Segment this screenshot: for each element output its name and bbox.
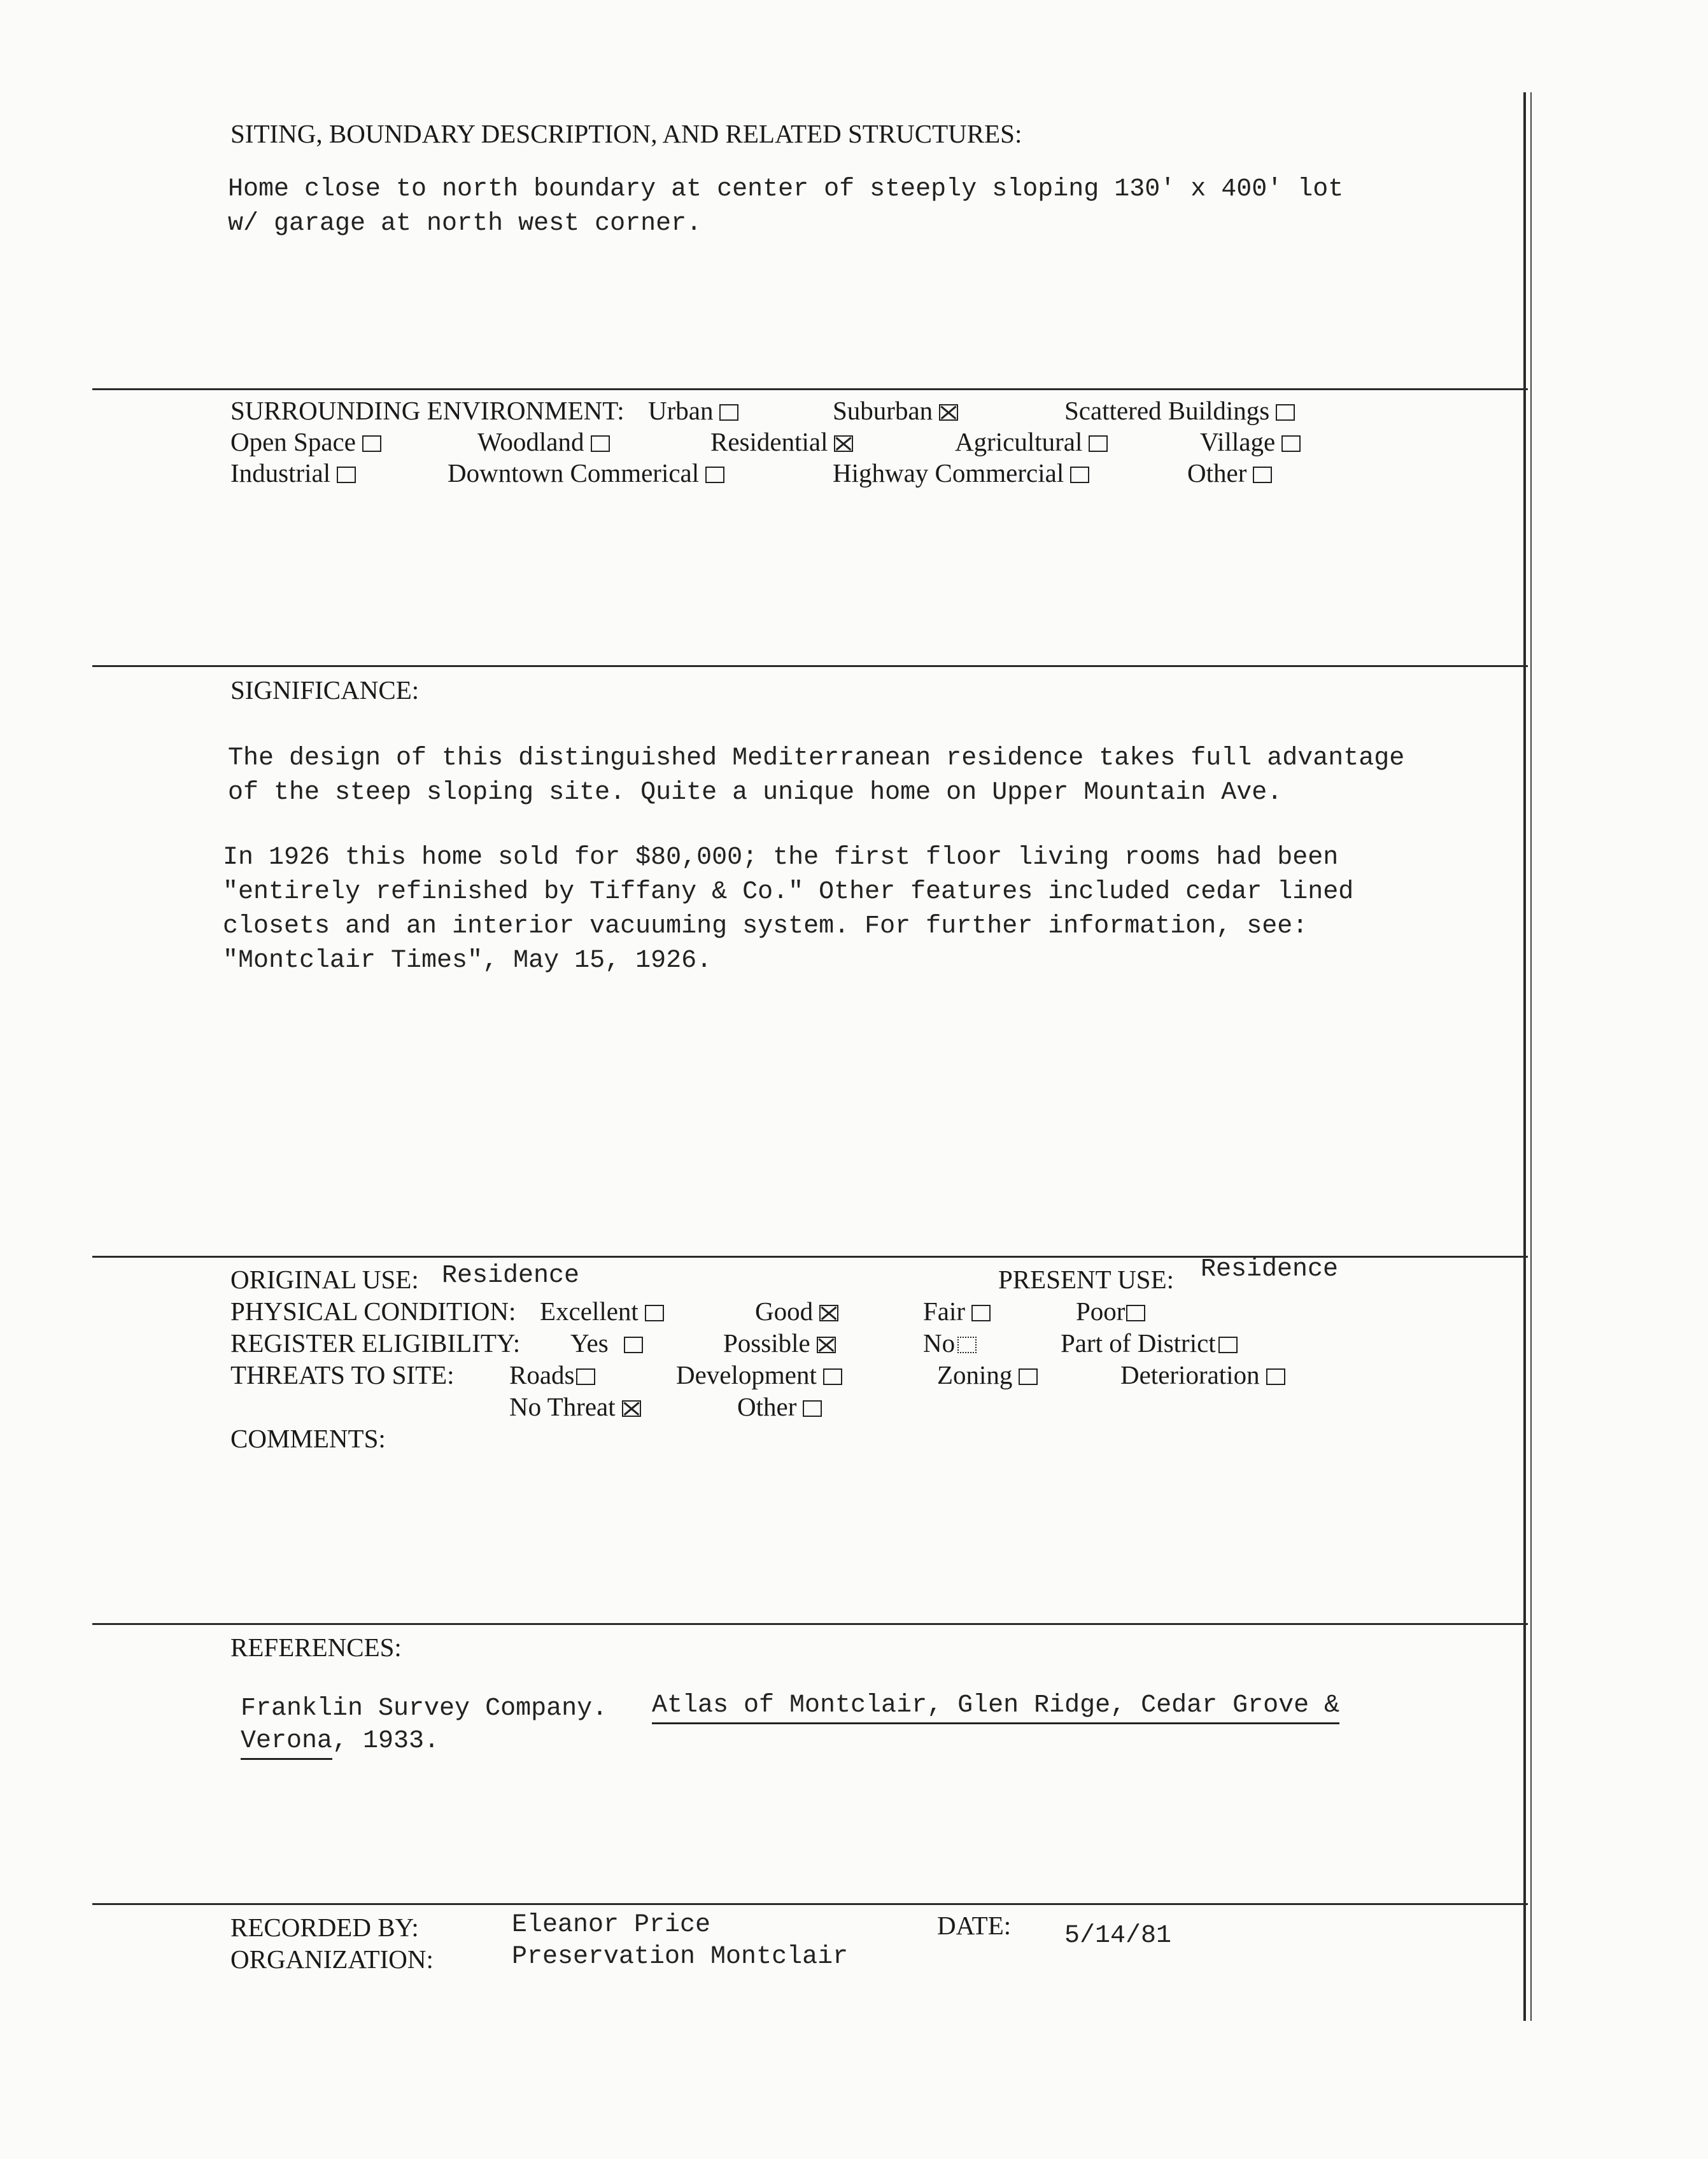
section-divider-5: [92, 1903, 1528, 1905]
env-option-label: Urban: [648, 396, 714, 425]
env-option-label: Other: [1187, 458, 1247, 488]
comments-label: COMMENTS:: [230, 1424, 386, 1453]
threat-option-no-threat[interactable]: [509, 1394, 641, 1420]
present-use-label: PRESENT USE:: [998, 1265, 1175, 1294]
env-option-suburban[interactable]: [833, 398, 958, 424]
checkbox-icon[interactable]: [362, 435, 381, 452]
checked-checkbox-icon[interactable]: [622, 1400, 641, 1417]
siting-text-line-2: w/ garage at north west corner.: [228, 209, 702, 238]
significance-para2-line-3: closets and an interior vacuuming system. For further information, see:: [223, 912, 1308, 941]
eligibility-option-possible[interactable]: [723, 1330, 836, 1356]
reference-title-line-1: [652, 1693, 1339, 1719]
eligibility-option-label: Possible: [723, 1328, 810, 1358]
checkbox-icon[interactable]: [1126, 1305, 1145, 1321]
environment-label: SURROUNDING ENVIRONMENT:: [230, 396, 625, 425]
significance-label: SIGNIFICANCE:: [230, 675, 420, 705]
checked-checkbox-icon[interactable]: [819, 1305, 838, 1321]
checkbox-icon[interactable]: [1253, 467, 1272, 483]
checkbox-icon[interactable]: [1276, 404, 1295, 421]
checked-checkbox-icon[interactable]: [939, 404, 958, 421]
section-divider-4: [92, 1623, 1528, 1625]
env-option-label: Downtown Commerical: [448, 458, 700, 488]
eligibility-option-part-of-district[interactable]: [1061, 1330, 1238, 1356]
env-option-urban[interactable]: [648, 398, 738, 424]
date-value: 5/14/81: [1064, 1922, 1172, 1950]
env-option-label: Highway Commercial: [833, 458, 1064, 488]
reference-title-line-2: [241, 1729, 439, 1754]
eligibility-label: REGISTER ELIGIBILITY:: [230, 1328, 521, 1358]
threat-option-label: Roads: [509, 1360, 575, 1389]
checkbox-icon[interactable]: [719, 404, 738, 421]
checkbox-icon[interactable]: [957, 1337, 977, 1353]
significance-para2-line-4: "Montclair Times", May 15, 1926.: [223, 946, 712, 975]
env-option-industrial[interactable]: [230, 460, 356, 486]
checkbox-icon[interactable]: [1281, 435, 1301, 452]
env-option-village[interactable]: [1200, 429, 1301, 455]
significance-para1-line-1: The design of this distinguished Mediterranean residence takes full advantage: [228, 744, 1405, 773]
checked-checkbox-icon[interactable]: [817, 1337, 836, 1353]
siting-text-line-1: Home close to north boundary at center of steeply sloping 130' x 400' lot: [228, 175, 1344, 204]
checked-checkbox-icon[interactable]: [834, 435, 853, 452]
env-option-scattered-buildings[interactable]: [1064, 398, 1295, 424]
reference-author: Franklin Survey Company.: [241, 1694, 608, 1723]
original-use-value: Residence: [442, 1262, 580, 1290]
threats-label: THREATS TO SITE:: [230, 1360, 455, 1389]
env-option-agricultural[interactable]: [955, 429, 1108, 455]
condition-option-label: Fair: [923, 1297, 966, 1326]
checkbox-icon[interactable]: [576, 1368, 595, 1385]
eligibility-option-yes[interactable]: [570, 1330, 643, 1356]
checkbox-icon[interactable]: [1266, 1368, 1285, 1385]
eligibility-option-label: Yes: [570, 1328, 609, 1358]
env-option-label: Residential: [710, 427, 828, 456]
env-option-woodland[interactable]: [477, 429, 610, 455]
date-label: DATE:: [937, 1911, 1012, 1940]
threat-option-other[interactable]: [737, 1394, 822, 1420]
condition-option-label: Good: [755, 1297, 814, 1326]
eligibility-option-label: Part of District: [1061, 1328, 1216, 1358]
condition-option-label: Excellent: [540, 1297, 639, 1326]
env-option-downtown-commercial[interactable]: [448, 460, 724, 486]
env-option-label: Agricultural: [955, 427, 1083, 456]
original-use-label: ORIGINAL USE:: [230, 1265, 419, 1294]
checkbox-icon[interactable]: [645, 1305, 664, 1321]
significance-para2-line-1: In 1926 this home sold for $80,000; the first floor living rooms had been: [223, 843, 1339, 872]
checkbox-icon[interactable]: [823, 1368, 842, 1385]
reference-year: , 1933.: [332, 1727, 440, 1755]
env-option-label: Village: [1200, 427, 1276, 456]
condition-option-label: Poor: [1076, 1297, 1126, 1326]
section-divider-2: [92, 665, 1528, 667]
threat-option-deterioration[interactable]: [1120, 1362, 1285, 1388]
reference-title-underlined: Atlas of Montclair, Glen Ridge, Cedar Grove &: [652, 1691, 1339, 1724]
env-option-label: Open Space: [230, 427, 356, 456]
threat-option-label: Other: [737, 1392, 797, 1421]
organization-value: Preservation Montclair: [512, 1943, 849, 1971]
siting-label: SITING, BOUNDARY DESCRIPTION, AND RELATED STRUCTURES:: [230, 119, 1022, 148]
checkbox-icon[interactable]: [591, 435, 610, 452]
checkbox-icon[interactable]: [1019, 1368, 1038, 1385]
condition-option-good[interactable]: [755, 1298, 838, 1325]
recorded-by-label: RECORDED BY:: [230, 1913, 419, 1942]
env-option-residential[interactable]: [710, 429, 853, 455]
eligibility-option-label: No: [923, 1328, 956, 1358]
threat-option-label: Deterioration: [1120, 1360, 1260, 1389]
references-label: REFERENCES:: [230, 1633, 402, 1662]
reference-title-underlined: Verona: [241, 1727, 332, 1760]
env-option-highway-commercial[interactable]: [833, 460, 1089, 486]
right-border-line-inner: [1530, 92, 1532, 2021]
threat-option-zoning[interactable]: [937, 1362, 1038, 1388]
checkbox-icon[interactable]: [803, 1400, 822, 1417]
threat-option-development[interactable]: [676, 1362, 842, 1388]
checkbox-icon[interactable]: [971, 1305, 991, 1321]
checkbox-icon[interactable]: [705, 467, 724, 483]
right-border-line: [1523, 92, 1526, 2021]
checkbox-icon[interactable]: [1070, 467, 1089, 483]
organization-label: ORGANIZATION:: [230, 1945, 434, 1974]
env-option-label: Scattered Buildings: [1064, 396, 1270, 425]
checkbox-icon[interactable]: [337, 467, 356, 483]
threat-option-label: Development: [676, 1360, 817, 1389]
recorded-by-value: Eleanor Price: [512, 1911, 711, 1939]
condition-option-fair[interactable]: [923, 1298, 991, 1325]
significance-para1-line-2: of the steep sloping site. Quite a unique home on Upper Mountain Ave.: [228, 778, 1283, 807]
condition-option-poor[interactable]: [1076, 1298, 1145, 1325]
present-use-value: Residence: [1201, 1255, 1339, 1284]
env-option-other[interactable]: [1187, 460, 1272, 486]
eligibility-option-no[interactable]: [923, 1330, 977, 1356]
checkbox-icon[interactable]: [624, 1337, 643, 1353]
env-option-open-space[interactable]: [230, 429, 381, 455]
checkbox-icon[interactable]: [1089, 435, 1108, 452]
section-divider-1: [92, 388, 1528, 390]
threat-option-roads[interactable]: [509, 1362, 595, 1388]
condition-label: PHYSICAL CONDITION:: [230, 1297, 516, 1326]
checkbox-icon[interactable]: [1218, 1337, 1238, 1353]
threat-option-label: Zoning: [937, 1360, 1013, 1389]
env-option-label: Woodland: [477, 427, 584, 456]
env-option-label: Industrial: [230, 458, 331, 488]
env-option-label: Suburban: [833, 396, 933, 425]
significance-para2-line-2: "entirely refinished by Tiffany & Co." Other features included cedar lined: [223, 878, 1354, 906]
condition-option-excellent[interactable]: [540, 1298, 664, 1325]
threat-option-label: No Threat: [509, 1392, 616, 1421]
